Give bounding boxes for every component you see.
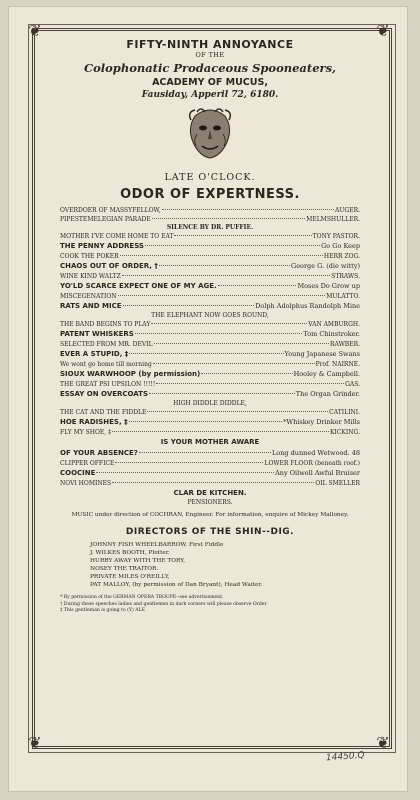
program-item-title: THE BAND BEGINS TO PLAY xyxy=(60,321,151,328)
program-item-title: HOE RADISHES, ‡ xyxy=(60,418,128,426)
dot-leader xyxy=(201,373,292,374)
program-item xyxy=(60,320,360,329)
program-item xyxy=(60,468,360,479)
program-item xyxy=(60,301,360,312)
program-item-performer: CATILINI. xyxy=(329,409,360,416)
program-item-title: MISCEGENATION xyxy=(60,293,117,300)
program-item xyxy=(60,272,360,281)
program-item-title: OF YOUR ABSENCE? xyxy=(60,449,138,457)
program-item xyxy=(60,292,360,301)
dot-leader xyxy=(122,275,331,276)
dot-leader xyxy=(147,411,328,412)
program-item xyxy=(60,232,360,241)
program-heading: PENSIONERS. xyxy=(187,499,233,506)
academy-name: ACADEMY OF MUCUS, xyxy=(152,77,268,88)
dot-leader xyxy=(174,235,311,236)
program-item-performer: Go Go Keep xyxy=(321,242,360,250)
director-entry: J. WILKES BOOTH, Plotter. xyxy=(90,550,170,556)
program-item-performer: LOWER FLOOR (beneath roof.) xyxy=(264,460,360,467)
program-item-performer: Moses Do Grow up xyxy=(297,282,360,290)
program-item xyxy=(60,281,360,292)
dot-leader xyxy=(156,383,344,384)
program-item-title: THE GREAT PSI UPSILON !!!!! xyxy=(60,381,156,388)
program-item-title: ESSAY ON OVERCOATS xyxy=(60,390,148,398)
dot-leader xyxy=(112,431,329,432)
program-item-title: YO'LD SCARCE EXPECT ONE OF MY AGE. xyxy=(60,282,217,290)
program-content xyxy=(44,36,376,615)
program-item-performer: *Whiskey Drinker Mills xyxy=(283,418,360,426)
late-oclock: LATE O'CLOCK. xyxy=(164,172,256,183)
footnotes xyxy=(60,595,360,615)
dot-leader xyxy=(139,452,271,453)
broadside-sheet xyxy=(8,6,408,792)
music-note: MUSIC under direction of COCHRAN, Engineer. For information, enquire of Mickey Malloney. xyxy=(71,512,349,518)
program-item xyxy=(60,479,360,488)
dot-leader xyxy=(159,265,290,266)
program-item xyxy=(60,241,360,252)
program-item-title: CLIPPER OFFICE xyxy=(60,460,115,467)
program-item-performer: Young Japanese Swans xyxy=(284,350,360,358)
dot-leader xyxy=(149,393,295,394)
of-the-line: OF THE xyxy=(195,51,225,59)
corner-ornament-icon: ❦ xyxy=(376,733,390,752)
program-item-performer: Hooley & Campbell. xyxy=(293,370,360,378)
dot-leader xyxy=(162,209,334,210)
program-item-title: FLY MY SHOE, ‡ xyxy=(60,429,112,436)
program-item-performer: OIL SMELLER xyxy=(315,480,360,487)
corner-ornament-icon: ❦ xyxy=(28,21,42,40)
program-heading: THE ELEPHANT NOW GOES ROUND, xyxy=(151,312,269,319)
dot-leader xyxy=(112,482,314,483)
program-item xyxy=(60,428,360,437)
dot-leader xyxy=(152,218,305,219)
program-item-performer: Dolph Adolphus Randolph Mine xyxy=(255,302,360,310)
program-item xyxy=(60,206,360,215)
program-heading: SILENCE BY DR. PUFFIE. xyxy=(166,224,254,231)
footnote: † During these speeches ladies and gentlemen in dark corners will please observe Order xyxy=(60,601,267,607)
program-item xyxy=(60,329,360,340)
director-entry: PRIVATE MILES O'REILLY, xyxy=(90,574,170,580)
program-item-title: CHAOS OUT OF ORDER, † xyxy=(60,262,158,270)
program-item xyxy=(60,408,360,417)
society-name: Colophonatic Prodaceous Spooneaters, xyxy=(83,61,337,75)
dot-leader xyxy=(153,363,315,364)
dot-leader xyxy=(154,343,329,344)
dot-leader xyxy=(129,421,283,422)
event-date: Fausiday, Apperil 72, 6180. xyxy=(141,90,279,100)
program-item-title: NOVI HOMINES xyxy=(60,480,112,487)
dot-leader xyxy=(120,255,323,256)
program-heading: CLAR DE KITCHEN. xyxy=(173,489,247,497)
program-item-title: THE CAT AND THE FIDDLE xyxy=(60,409,147,416)
program-item-title: We wont go home till morning xyxy=(60,361,152,368)
program-item-performer: MELMSHULLER. xyxy=(306,216,360,223)
program-item-performer: KICKING. xyxy=(329,429,360,436)
director-entry: PAT MALLOY, (by permission of Dan Bryant), Head Waiter. xyxy=(90,582,263,588)
dot-leader xyxy=(96,472,274,473)
catalog-number: 14450.Q xyxy=(325,750,365,764)
dot-leader xyxy=(129,353,283,354)
program-item-performer: Long dunned Wetwood. 48 xyxy=(271,449,360,457)
program-item-performer: Tom Chinstroker. xyxy=(303,330,360,338)
program-item-title: SELECTED FROM MR. DEVIL xyxy=(60,341,153,348)
dot-leader xyxy=(118,295,326,296)
main-title: FIFTY-NINTH ANNOYANCE xyxy=(126,38,294,51)
program-item-title: WINE KIND WALTZ xyxy=(60,273,121,280)
program-item-title: THE PENNY ADDRESS xyxy=(60,242,144,250)
program-item xyxy=(60,261,360,272)
program-item-performer: The Organ Grinder. xyxy=(295,390,360,398)
directors-list xyxy=(90,541,330,589)
program-heading: HIGH DIDDLE DIDDLE, xyxy=(173,400,247,407)
dot-leader xyxy=(115,462,263,463)
program-item-title: COOCINE xyxy=(60,469,96,477)
program-item-title: PATENT WHISKERS xyxy=(60,330,134,338)
program-item xyxy=(60,252,360,261)
headline: ODOR OF EXPERTNESS. xyxy=(120,187,300,202)
program-item-performer: AUGER. xyxy=(335,207,360,214)
program-item-performer: STRAWS. xyxy=(331,273,360,280)
program-heading: IS YOUR MOTHER AWARE xyxy=(160,438,260,446)
program-item xyxy=(60,369,360,380)
director-entry: HURRY AWAY WITH THE TORY, xyxy=(90,558,186,564)
program-item xyxy=(60,448,360,459)
director-entry: JOHNNY FISH WHEELBARROW, First Fiddle xyxy=(90,542,224,548)
program-list xyxy=(44,206,376,507)
corner-ornament-icon: ❦ xyxy=(28,733,42,752)
dot-leader xyxy=(135,333,303,334)
program-item-performer: RAWBER. xyxy=(330,341,360,348)
program-item-title: MOTHER I'VE COME HOME TO EAT xyxy=(60,233,174,240)
dot-leader xyxy=(123,305,255,306)
program-item-title: RATS AND MICE xyxy=(60,302,122,310)
footnote: * By permission of the GERMAN OPERA TROUPE--see advertisement. xyxy=(60,595,224,600)
program-item-title: PIPESTEMELEGIAN PARADE xyxy=(60,216,151,223)
program-item-performer: George G. (die witty) xyxy=(291,262,360,270)
program-item xyxy=(60,459,360,468)
mask-engraving-icon xyxy=(187,106,233,160)
directors-title: DIRECTORS OF THE SHIN--DIG. xyxy=(125,527,295,537)
program-item-performer: TONY PASTOR. xyxy=(312,233,360,240)
program-item-performer: VAN AMBURGH. xyxy=(308,321,360,328)
program-item-title: SIOUX WARWHOOP (by permission) xyxy=(60,370,201,378)
program-item-performer: Any Oilwell Awful Bruiser xyxy=(275,469,360,477)
program-item-performer: Prof. NAIRNE. xyxy=(315,361,360,368)
program-item xyxy=(60,340,360,349)
footnote: ‡ This gentleman is going to (Y) ALE xyxy=(60,608,145,613)
program-item-performer: GAS. xyxy=(345,381,360,388)
program-item-performer: HERR ZOG. xyxy=(323,253,360,260)
program-item xyxy=(60,389,360,400)
program-item xyxy=(60,349,360,360)
program-item xyxy=(60,417,360,428)
dot-leader xyxy=(151,323,307,324)
dot-leader xyxy=(145,245,320,246)
corner-ornament-icon: ❦ xyxy=(376,21,390,40)
director-entry: NOSEY THE TRAITOR. xyxy=(90,566,159,572)
program-item-title: COOK THE POKER xyxy=(60,253,119,260)
program-item-title: OVERDOER OF MASSYFELLOW, xyxy=(60,207,161,214)
program-item xyxy=(60,360,360,369)
program-item-performer: MULATTO. xyxy=(326,293,360,300)
program-item-title: EVER A STUPID, ‡ xyxy=(60,350,129,358)
program-item xyxy=(60,380,360,389)
program-item xyxy=(60,215,360,224)
dot-leader xyxy=(218,285,297,286)
